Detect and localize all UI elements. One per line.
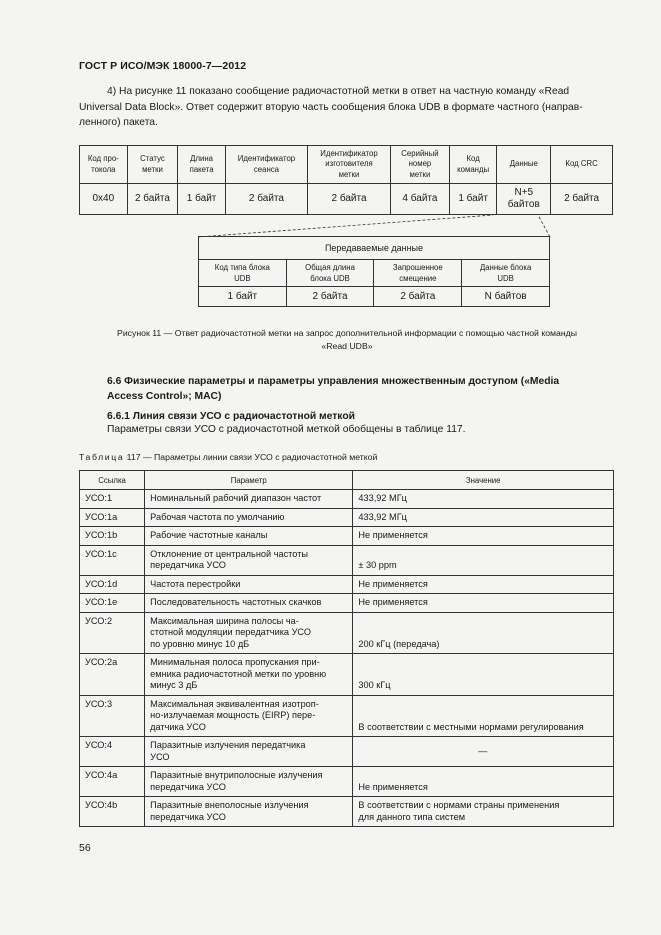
cell-line: 2 байта: [331, 193, 367, 204]
cell-line: передатчика УСО: [150, 781, 226, 792]
cell-line: 1 байт: [186, 193, 217, 204]
cell-line: Паразитные внутриполосные излучения: [150, 770, 323, 780]
cell-line: смещение: [399, 274, 437, 283]
cell-line: для данного типа систем: [358, 811, 466, 822]
cell-line: Частота перестройки: [150, 578, 241, 589]
table-row: [80, 527, 614, 546]
cell-line: 200 кГц (передача): [358, 638, 440, 649]
table-row: [80, 612, 614, 654]
cell-line: 2 байта: [248, 193, 284, 204]
value-cell: [353, 527, 614, 546]
column-header-value: Значение: [353, 471, 614, 490]
cell-line: —: [478, 745, 488, 756]
cell-line: Рабочие частотные каналы: [150, 530, 268, 540]
cell-line: блока UDB: [310, 274, 350, 283]
link-parameters-table: [79, 470, 614, 827]
packet-field-header: [307, 146, 390, 184]
section-heading-6-6: 6.6 Физические параметры и параметры управления множественным доступом («Media Access Control»; MAC): [107, 376, 560, 402]
cell-line: Не применяется: [358, 530, 428, 540]
parameter-cell: [145, 695, 353, 737]
cell-line: Общая длина: [305, 263, 355, 272]
packet-field-header: [225, 146, 307, 184]
table-row: [80, 575, 614, 594]
value-cell: [353, 654, 614, 696]
cell-line: Не применяется: [358, 597, 428, 607]
cell-line: Запрошенное: [392, 263, 443, 272]
cell-line: датчика УСО: [150, 721, 206, 732]
cell-line: номер: [408, 159, 432, 169]
paragraph-figure-intro: [79, 84, 615, 131]
packet-field-size: [391, 184, 450, 215]
table-caption: Таблица 117 — Параметры линии связи УСО с радиочастотной меткой: [79, 452, 378, 462]
cell-line: Не применяется: [358, 578, 428, 589]
cell-line: передатчика УСО: [150, 560, 226, 570]
page-number: 56: [79, 842, 91, 854]
cell-line: передатчика УСО: [150, 811, 226, 822]
transmitted-field-header: [286, 260, 374, 287]
cell-line: но-излучаемая мощность (EIRP) пере-: [150, 710, 316, 720]
ref-cell: УСО:2: [80, 612, 145, 654]
transmitted-field-header: [374, 260, 462, 287]
cell-line: токола: [91, 164, 116, 174]
value-cell: [353, 508, 614, 527]
cell-line: стотной модуляции передатчика УСО: [150, 627, 312, 637]
connector-left-line: [198, 215, 493, 237]
transmitted-data-table: [198, 236, 550, 307]
table-row: [80, 490, 614, 509]
packet-field-size: [449, 184, 497, 215]
cell-line: Данные: [509, 159, 538, 169]
transmitted-field-size: 2 байта: [374, 287, 462, 307]
transmitted-field-size: 1 байт: [199, 287, 287, 307]
value-cell: [353, 575, 614, 594]
table-row: [80, 737, 614, 767]
table-row: [80, 695, 614, 737]
cell-line: метки: [409, 169, 431, 179]
parameter-cell: [145, 797, 353, 827]
cell-line: Последовательность частотных скачков: [150, 597, 322, 607]
value-cell: [353, 695, 614, 737]
transmitted-data-title: Передаваемые данные: [199, 237, 550, 260]
cell-line: метки: [338, 169, 360, 179]
value-cell: [353, 737, 614, 767]
ref-cell: УСО:3: [80, 695, 145, 737]
figure-caption: Рисунок 11 — Ответ радиочастотной метки на запрос дополнительной информации с помощью частной команды «Read UDB»: [117, 328, 577, 351]
cell-line: Номинальный рабочий диапазон частот: [150, 493, 322, 503]
cell-line: Отклонение от центральной частоты: [150, 548, 309, 559]
table-row: [80, 654, 614, 696]
parameter-cell: [145, 594, 353, 613]
table-row: [80, 508, 614, 527]
transmitted-field-size: N байтов: [462, 287, 550, 307]
paragraph-table-intro: Параметры связи УСО с радиочастотной меткой обобщены в таблице 117.: [107, 424, 466, 435]
cell-line: УСО: [150, 751, 170, 762]
cell-line: В соответствии с местными нормами регулирования: [358, 721, 584, 732]
cell-line: ± 30 ppm: [358, 560, 397, 570]
cell-line: Не применяется: [358, 781, 428, 792]
packet-field-header: [178, 146, 226, 184]
cell-line: Паразитные внеполосные излучения: [150, 800, 309, 810]
value-cell: [353, 594, 614, 613]
cell-line: пакета: [189, 164, 214, 174]
table-row: [80, 545, 614, 575]
table-row: [80, 767, 614, 797]
parameter-cell: [145, 490, 353, 509]
cell-line: Статус: [140, 154, 165, 163]
packet-value-row: [80, 184, 613, 215]
value-cell: [353, 767, 614, 797]
parameter-cell: [145, 508, 353, 527]
ref-cell: УСО:1d: [80, 575, 145, 594]
cell-line: Длина: [190, 154, 213, 163]
ref-cell: УСО:4a: [80, 767, 145, 797]
transmitted-field-size: 2 байта: [286, 287, 374, 307]
ref-cell: УСО:4b: [80, 797, 145, 827]
cell-line: N+5: [514, 187, 534, 198]
ref-cell: УСО:1a: [80, 508, 145, 527]
cell-line: метки: [142, 164, 163, 174]
parameter-cell: [145, 527, 353, 546]
cell-line: 4 байта: [402, 193, 438, 204]
cell-line: минус 3 дБ: [150, 680, 198, 690]
connector-right-line: [538, 215, 550, 237]
transmitted-data-header-row: [199, 260, 550, 287]
packet-field-header: [497, 146, 551, 184]
cell-line: 300 кГц: [358, 680, 391, 690]
paragraph-line: 4) На рисунке 11 показано сообщение радиочастотной метки в ответ на частную команду «Read: [107, 86, 570, 97]
ref-cell: УСО:1: [80, 490, 145, 509]
cell-line: Серийный: [401, 148, 439, 158]
packet-field-header: [80, 146, 128, 184]
cell-line: по уровню минус 10 дБ: [150, 638, 250, 649]
packet-header-row: [80, 146, 613, 184]
value-cell: [353, 797, 614, 827]
cell-line: В соответствии с нормами страны применения: [358, 800, 560, 810]
cell-line: байтов: [507, 199, 540, 210]
packet-field-header: [551, 146, 613, 184]
packet-field-size: [225, 184, 307, 215]
packet-field-size: [178, 184, 226, 215]
packet-field-header: [449, 146, 497, 184]
table-header-row: [80, 471, 614, 490]
transmitted-field-header: [462, 260, 550, 287]
cell-line: 433,92 МГц: [358, 511, 407, 522]
cell-line: Максимальная ширина полосы ча-: [150, 615, 299, 626]
transmitted-field-header: [199, 260, 287, 287]
ref-cell: УСО:1b: [80, 527, 145, 546]
value-cell: [353, 612, 614, 654]
cell-line: 0x40: [92, 193, 115, 204]
cell-line: Код: [466, 154, 480, 163]
column-header-ref: Ссылка: [80, 471, 145, 490]
packet-format-table: [79, 145, 613, 215]
cell-line: Максимальная эквивалентная изотроп-: [150, 698, 319, 709]
parameter-cell: [145, 767, 353, 797]
ref-cell: УСО:1e: [80, 594, 145, 613]
cell-line: Данные блока: [479, 263, 532, 272]
cell-line: команды: [457, 164, 490, 174]
column-header-parameter: Параметр: [145, 471, 353, 490]
section-heading-6-6-1: 6.6.1 Линия связи УСО с радиочастотной меткой: [107, 411, 355, 422]
cell-line: UDB: [497, 274, 514, 283]
parameter-cell: [145, 612, 353, 654]
packet-field-size: [307, 184, 390, 215]
cell-line: 2 байта: [134, 193, 170, 204]
cell-line: 1 байт: [458, 193, 488, 204]
cell-line: Идентификатор: [320, 148, 378, 158]
table-row: [80, 594, 614, 613]
parameter-cell: [145, 545, 353, 575]
cell-line: емника радиочастотной метки по уровню: [150, 668, 327, 679]
paragraph-line: ленного) пакета.: [79, 117, 158, 128]
cell-line: 2 байта: [564, 193, 600, 204]
parameter-cell: [145, 654, 353, 696]
parameter-cell: [145, 575, 353, 594]
packet-field-header: [127, 146, 178, 184]
packet-field-header: [391, 146, 450, 184]
cell-line: Рабочая частота по умолчанию: [150, 511, 285, 522]
table-row: [80, 797, 614, 827]
paragraph-line: Universal Data Block». Ответ содержит вторую часть сообщения блока UDB в формате частного (направ-: [79, 101, 583, 113]
document-title: ГОСТ Р ИСО/МЭК 18000-7—2012: [79, 60, 247, 72]
cell-line: 433,92 МГц: [358, 493, 407, 503]
packet-field-size: [497, 184, 551, 215]
ref-cell: УСО:1c: [80, 545, 145, 575]
cell-line: Идентификатор: [237, 154, 296, 163]
cell-line: Минимальная полоса пропускания при-: [150, 657, 320, 667]
value-cell: [353, 545, 614, 575]
cell-line: Код про-: [87, 154, 119, 163]
transmitted-data-value-row: [199, 287, 550, 307]
packet-field-size: [127, 184, 178, 215]
cell-line: UDB: [234, 274, 251, 283]
cell-line: Паразитные излучения передатчика: [150, 740, 306, 750]
ref-cell: УСО:4: [80, 737, 145, 767]
cell-line: Код типа блока: [214, 263, 270, 272]
cell-line: сеанса: [253, 164, 279, 174]
ref-cell: УСО:2a: [80, 654, 145, 696]
cell-line: Код CRC: [565, 159, 598, 169]
value-cell: [353, 490, 614, 509]
packet-field-size: [80, 184, 128, 215]
parameter-cell: [145, 737, 353, 767]
cell-line: изготовителя: [325, 159, 373, 169]
packet-field-size: [551, 184, 613, 215]
